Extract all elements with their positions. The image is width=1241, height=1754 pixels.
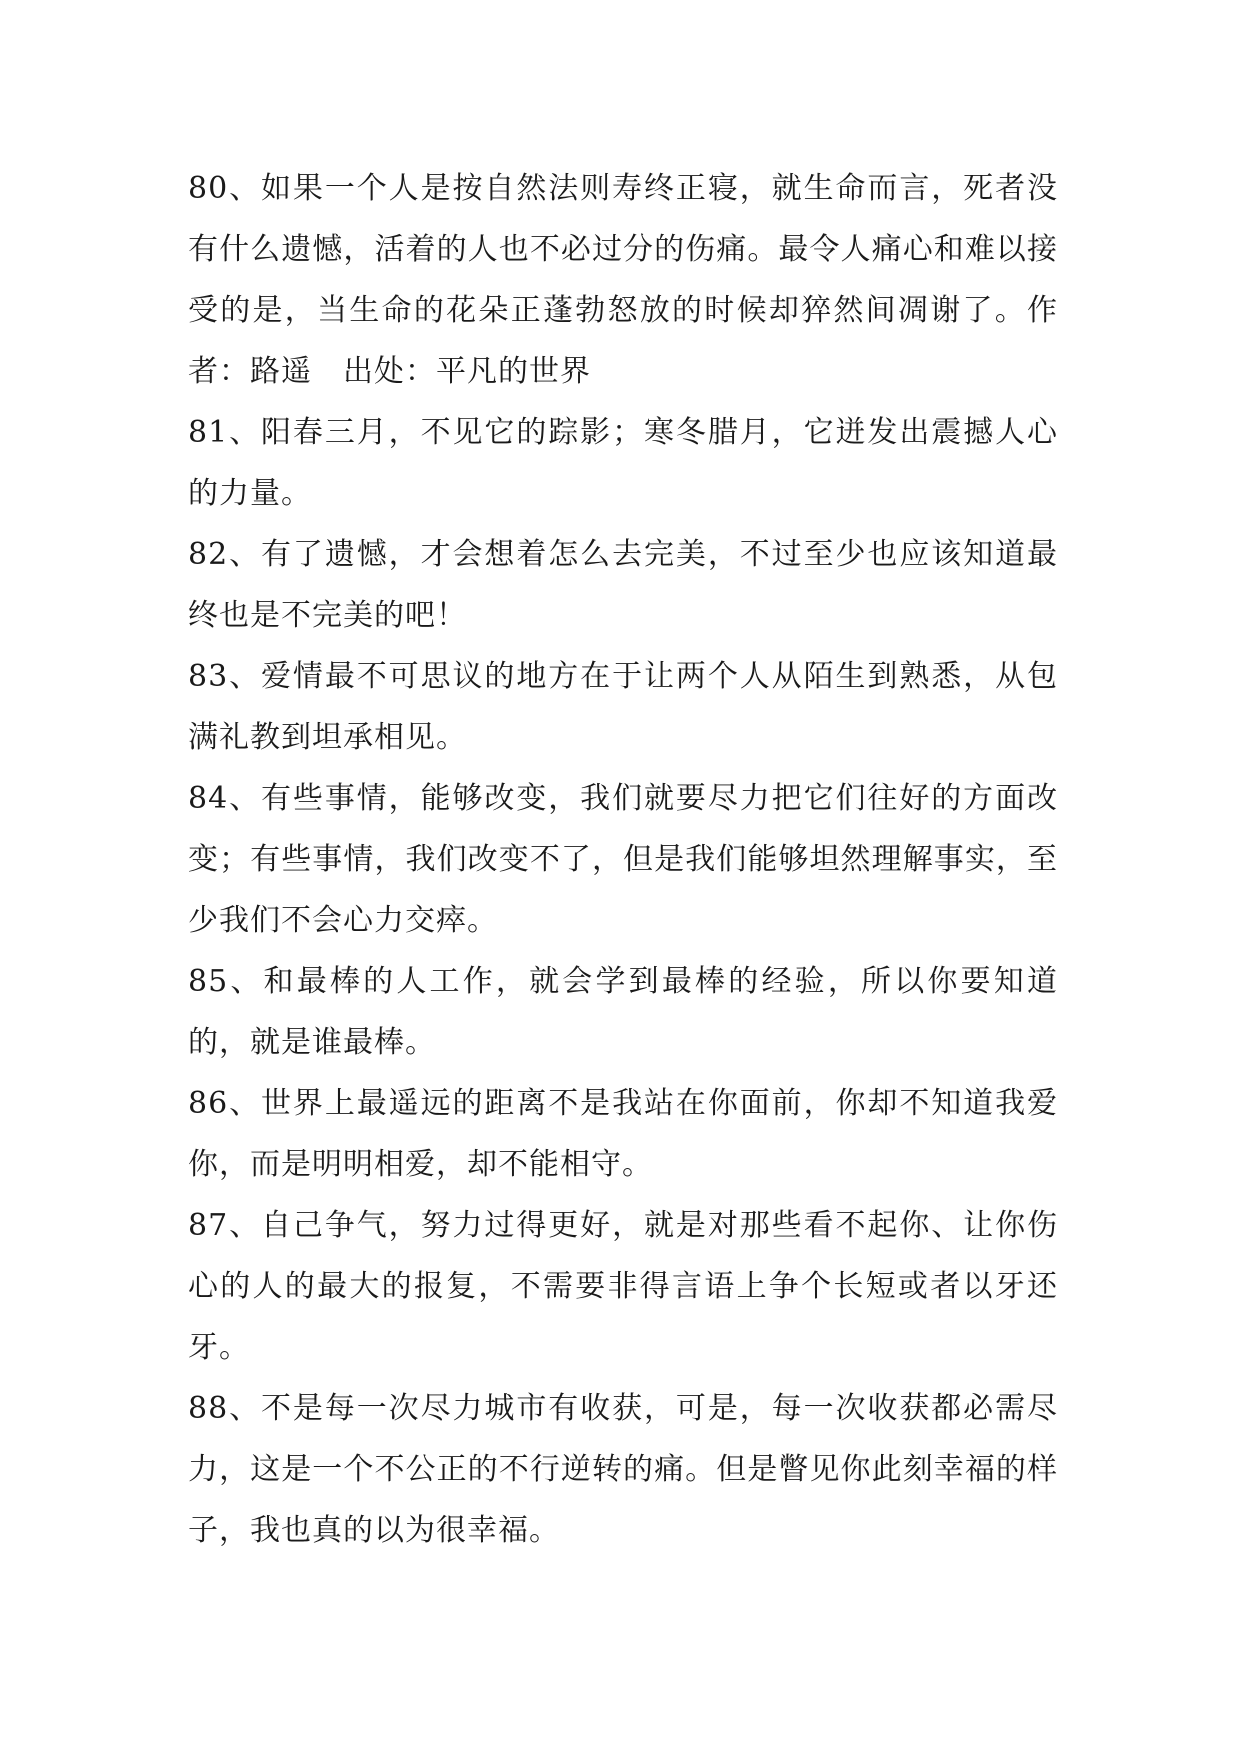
document-body — [188, 158, 1058, 1561]
paragraph-88: 88、不是每一次尽力城市有收获，可是，每一次收获都必需尽力，这是一个不公正的不行逆转的痛。但是瞥见你此刻幸福的样子，我也真的以为很幸福。 — [188, 1391, 1058, 1548]
paragraph-86: 86、世界上最遥远的距离不是我站在你面前，你却不知道我爱你，而是明明相爱，却不能相守。 — [188, 1086, 1058, 1182]
paragraph-85: 85、和最棒的人工作，就会学到最棒的经验，所以你要知道的，就是谁最棒。 — [188, 964, 1058, 1060]
paragraph-82: 82、有了遗憾，才会想着怎么去完美，不过至少也应该知道最终也是不完美的吧！ — [188, 537, 1058, 633]
paragraph-84: 84、有些事情，能够改变，我们就要尽力把它们往好的方面改变；有些事情，我们改变不了，但是我们能够坦然理解事实，至少我们不会心力交瘁。 — [188, 781, 1058, 938]
paragraph-81: 81、阳春三月，不见它的踪影；寒冬腊月，它迸发出震撼人心的力量。 — [188, 415, 1058, 511]
paragraph-80: 80、如果一个人是按自然法则寿终正寝，就生命而言，死者没有什么遗憾，活着的人也不必过分的伤痛。最令人痛心和难以接受的是，当生命的花朵正蓬勃怒放的时候却猝然间凋谢了。作者：路遥 出处：平凡的世界 — [188, 171, 1058, 389]
paragraph-83: 83、爱情最不可思议的地方在于让两个人从陌生到熟悉，从包满礼教到坦承相见。 — [188, 659, 1058, 755]
paragraph-87: 87、自己争气，努力过得更好，就是对那些看不起你、让你伤心的人的最大的报复，不需要非得言语上争个长短或者以牙还牙。 — [188, 1208, 1058, 1365]
